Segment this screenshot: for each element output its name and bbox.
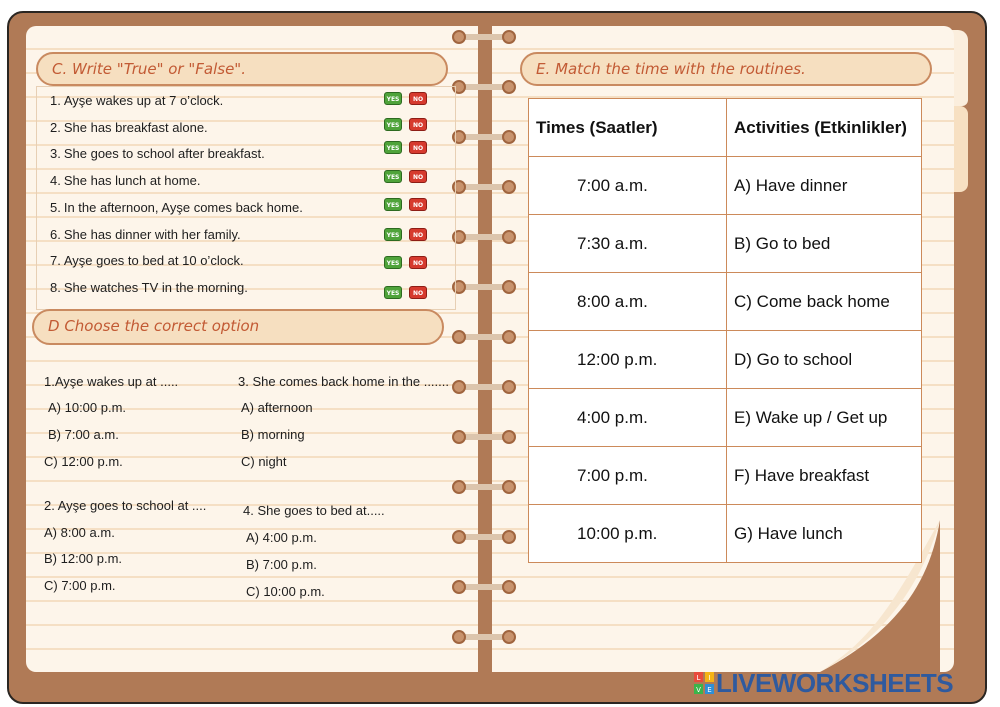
activity-cell[interactable]: F) Have breakfast xyxy=(727,447,922,505)
matching-table-row xyxy=(529,389,922,447)
spiral-ring xyxy=(452,580,516,594)
no-button[interactable]: NO xyxy=(409,256,427,269)
question-4-option-b[interactable]: B) 7:00 p.m. xyxy=(246,557,317,572)
question-4-option-c[interactable]: C) 10:00 p.m. xyxy=(246,584,325,599)
question-1-option-a[interactable]: A) 10:00 p.m. xyxy=(48,400,127,415)
item-statement: She has dinner with her family. xyxy=(63,227,241,242)
activity-cell[interactable]: G) Have lunch xyxy=(727,505,922,563)
spiral-ring xyxy=(452,530,516,544)
item-number: 2. xyxy=(50,120,61,135)
no-button[interactable]: NO xyxy=(409,286,427,299)
item-statement: Ayşe wakes up at 7 o’clock. xyxy=(63,93,224,108)
true-false-item xyxy=(50,173,200,188)
no-button[interactable]: NO xyxy=(409,170,427,183)
spiral-ring xyxy=(452,630,516,644)
yes-button[interactable]: YES xyxy=(384,228,402,241)
spiral-ring xyxy=(452,280,516,294)
header-times: Times (Saatler) xyxy=(529,99,727,157)
question-1-option-b[interactable]: B) 7:00 a.m. xyxy=(48,427,119,442)
matching-table-row xyxy=(529,505,922,563)
item-statement: She has breakfast alone. xyxy=(63,120,208,135)
item-number: 3. xyxy=(50,146,61,161)
activity-cell[interactable]: B) Go to bed xyxy=(727,215,922,273)
time-cell[interactable]: 7:00 p.m. xyxy=(529,447,727,505)
activity-cell[interactable]: C) Come back home xyxy=(727,273,922,331)
section-d-title: D Choose the correct option xyxy=(48,317,260,335)
question-2-option-b[interactable]: B) 12:00 p.m. xyxy=(44,551,123,566)
svg-text:V: V xyxy=(696,686,701,694)
question-4-text: 4. She goes to bed at..... xyxy=(243,503,385,518)
matching-table-row xyxy=(529,157,922,215)
spiral-ring xyxy=(452,430,516,444)
spiral-ring xyxy=(452,330,516,344)
spiral-ring xyxy=(452,480,516,494)
section-c-header xyxy=(36,52,448,86)
yes-button[interactable]: YES xyxy=(384,198,402,211)
question-3-option-b[interactable]: B) morning xyxy=(241,427,305,442)
activity-cell[interactable]: A) Have dinner xyxy=(727,157,922,215)
svg-text:E: E xyxy=(707,686,712,694)
section-d-header xyxy=(32,309,444,345)
true-false-item xyxy=(50,280,248,295)
true-false-item xyxy=(50,227,241,242)
section-c-title: C. Write "True" or "False". xyxy=(52,60,246,78)
no-button[interactable]: NO xyxy=(409,228,427,241)
yes-button[interactable]: YES xyxy=(384,256,402,269)
svg-text:I: I xyxy=(708,674,711,682)
question-4-option-a[interactable]: A) 4:00 p.m. xyxy=(246,530,317,545)
no-button[interactable]: NO xyxy=(409,92,427,105)
spiral-ring xyxy=(452,230,516,244)
spiral-ring xyxy=(452,30,516,44)
yes-button[interactable]: YES xyxy=(384,92,402,105)
liveworksheets-logo-text[interactable]: LIVEWORKSHEETS xyxy=(716,668,954,698)
activity-cell[interactable]: D) Go to school xyxy=(727,331,922,389)
no-button[interactable]: NO xyxy=(409,141,427,154)
time-cell[interactable]: 7:30 a.m. xyxy=(529,215,727,273)
no-button[interactable]: NO xyxy=(409,118,427,131)
spiral-ring xyxy=(452,130,516,144)
yes-button[interactable]: YES xyxy=(384,170,402,183)
true-false-item xyxy=(50,146,265,161)
matching-table-row xyxy=(529,273,922,331)
true-false-item xyxy=(50,253,244,268)
item-number: 6. xyxy=(50,227,61,242)
section-e-title: E. Match the time with the routines. xyxy=(536,60,806,78)
question-1-option-c[interactable]: C) 12:00 p.m. xyxy=(44,454,123,469)
item-statement: Ayşe goes to bed at 10 o’clock. xyxy=(63,253,244,268)
item-statement: She goes to school after breakfast. xyxy=(63,146,265,161)
no-button[interactable]: NO xyxy=(409,198,427,211)
matching-table xyxy=(528,98,922,563)
yes-button[interactable]: YES xyxy=(384,141,402,154)
item-number: 1. xyxy=(50,93,61,108)
question-2-option-a[interactable]: A) 8:00 a.m. xyxy=(44,525,115,540)
spiral-ring xyxy=(452,80,516,94)
activity-cell[interactable]: E) Wake up / Get up xyxy=(727,389,922,447)
true-false-item xyxy=(50,120,208,135)
question-3-option-a[interactable]: A) afternoon xyxy=(241,400,313,415)
time-cell[interactable]: 12:00 p.m. xyxy=(529,331,727,389)
question-3-text: 3. She comes back home in the ....... xyxy=(238,374,449,389)
true-false-item xyxy=(50,200,303,215)
question-2-option-c[interactable]: C) 7:00 p.m. xyxy=(44,578,116,593)
time-cell[interactable]: 10:00 p.m. xyxy=(529,505,727,563)
matching-table-header-row xyxy=(529,99,922,157)
yes-button[interactable]: YES xyxy=(384,286,402,299)
section-e-header xyxy=(520,52,932,86)
time-cell[interactable]: 7:00 a.m. xyxy=(529,157,727,215)
svg-text:L: L xyxy=(696,674,701,682)
spiral-ring xyxy=(452,180,516,194)
question-3-option-c[interactable]: C) night xyxy=(241,454,287,469)
time-cell[interactable]: 8:00 a.m. xyxy=(529,273,727,331)
matching-table-row xyxy=(529,447,922,505)
item-number: 7. xyxy=(50,253,61,268)
matching-table-row xyxy=(529,215,922,273)
question-2-text: 2. Ayşe goes to school at .... xyxy=(44,498,207,513)
yes-button[interactable]: YES xyxy=(384,118,402,131)
item-statement: She has lunch at home. xyxy=(63,173,201,188)
liveworksheets-logo-mark xyxy=(694,672,714,694)
matching-table-row xyxy=(529,331,922,389)
item-statement: She watches TV in the morning. xyxy=(63,280,248,295)
item-number: 4. xyxy=(50,173,61,188)
true-false-item xyxy=(50,93,223,108)
spiral-ring xyxy=(452,380,516,394)
matching-table-body xyxy=(529,157,922,563)
question-1-text: 1.Ayşe wakes up at ..... xyxy=(44,374,179,389)
item-number: 8. xyxy=(50,280,61,295)
header-activities: Activities (Etkinlikler) xyxy=(727,99,922,157)
item-number: 5. xyxy=(50,200,61,215)
time-cell[interactable]: 4:00 p.m. xyxy=(529,389,727,447)
item-statement: In the afternoon, Ayşe comes back home. xyxy=(63,200,303,215)
